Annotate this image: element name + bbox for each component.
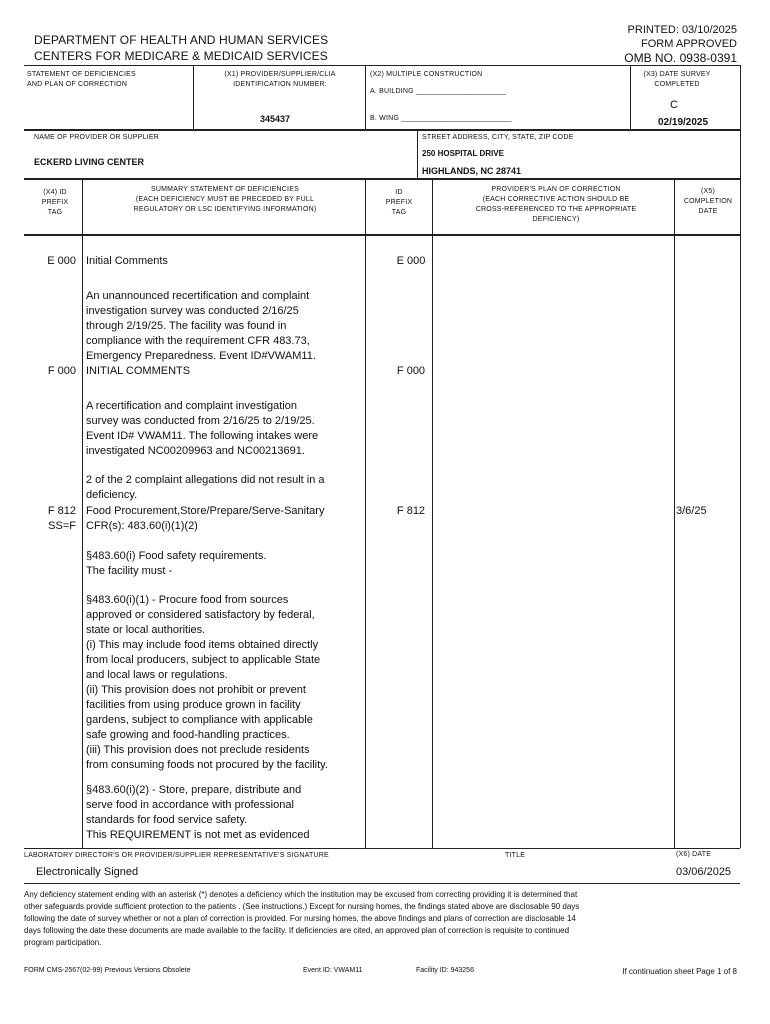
provider-name: ECKERD LIVING CENTER xyxy=(34,157,145,167)
signature-rule xyxy=(24,848,740,849)
clia-label: (X1) PROVIDER/SUPPLIER/CLIA IDENTIFICATION NUMBER: xyxy=(224,71,336,88)
clia-number: 345437 xyxy=(260,114,291,124)
survey-code: C xyxy=(670,99,678,111)
scope-severity: SS=F xyxy=(48,520,76,532)
date-label: (X6) DATE xyxy=(676,851,712,858)
id-tag: F 812 xyxy=(396,505,426,517)
column-divider xyxy=(674,178,675,848)
prefix-tag: E 000 xyxy=(47,255,76,267)
x4-header: (X4) ID PREFIX TAG xyxy=(41,189,69,216)
divider xyxy=(193,65,194,130)
building-field: A. BUILDING ______________________ xyxy=(370,88,507,95)
signature-value: Electronically Signed xyxy=(36,866,139,878)
right-border xyxy=(740,65,741,848)
id-tag: F 000 xyxy=(396,365,426,377)
grid-rule-2 xyxy=(24,178,740,180)
agency-header xyxy=(34,32,328,64)
statement-label: STATEMENT OF DEFICIENCIES AND PLAN OF CORRECTION xyxy=(27,71,136,88)
prefix-tag: F 812 xyxy=(47,505,76,517)
summary-paragraph: §483.60(i)(2) - Store, prepare, distribute and serve food in accordance with professional standards for food service safety. This REQUIREMENT is not met as evidenced xyxy=(86,784,310,841)
facility-id: Facility ID: 943256 xyxy=(416,967,474,974)
disclaimer-text: Any deficiency statement ending with an asterisk (*) denotes a deficiency which the institution may be excused from correcting providing it is determined that other safeguards provide sufficient protection to the patients . (See instructions.) Except for nursing homes, the findings stated above are disclosable 90 days following the date of survey whether or not a plan of correction is provided. For nursing homes, the above findings and plans of correction are disclosable 14 days following the date these documents are made available to the facility. If deficiencies are cited, an approved plan of correction is requisite to continued program participation. xyxy=(24,890,580,947)
deficiency-title: INITIAL COMMENTS xyxy=(86,365,191,377)
plan-header: PROVIDER'S PLAN OF CORRECTION (EACH CORRECTIVE ACTION SHOULD BE CROSS-REFERENCED TO THE APPROPRIATE DEFICIENCY) xyxy=(475,186,637,223)
summary-paragraph: §483.60(i) Food safety requirements. The facility must - xyxy=(86,550,267,577)
address-city: HIGHLANDS, NC 28741 xyxy=(422,166,522,176)
omb-number: OMB NO. 0938-0391 xyxy=(624,51,737,65)
printed-date: PRINTED: 03/10/2025 xyxy=(627,24,737,36)
signature-date: 03/06/2025 xyxy=(676,866,732,878)
id-header: ID PREFIX TAG xyxy=(385,189,413,216)
column-divider xyxy=(82,178,83,848)
survey-date: 02/19/2025 xyxy=(658,117,709,128)
department-name: DEPARTMENT OF HEALTH AND HUMAN SERVICES xyxy=(34,33,329,47)
title-label: TITLE xyxy=(505,852,526,859)
address-street: 250 HOSPITAL DRIVE xyxy=(422,149,504,158)
form-status xyxy=(624,23,737,65)
signature-bottom-rule xyxy=(24,883,740,884)
completion-header: (X5) COMPLETION DATE xyxy=(683,188,733,215)
divider xyxy=(630,65,631,130)
event-id: Event ID: VWAM11 xyxy=(303,967,363,974)
form-number: FORM CMS-2567(02-99) Previous Versions Obsolete xyxy=(24,967,191,974)
signature-label: LABORATORY DIRECTOR'S OR PROVIDER/SUPPLIER REPRESENTATIVE'S SIGNATURE xyxy=(24,852,329,859)
grid-rule-3 xyxy=(24,234,740,236)
provider-label: NAME OF PROVIDER OR SUPPLIER xyxy=(34,134,160,141)
centers-name: CENTERS FOR MEDICARE & MEDICAID SERVICES xyxy=(34,49,328,63)
top-rule xyxy=(24,65,740,66)
wing-field: B. WING ___________________________ xyxy=(370,115,512,122)
summary-paragraph: An unannounced recertification and complaint investigation survey was conducted 2/16/25 through 2/19/25. The facility was found in compliance with the requirement CFR 483.73, Emergency Preparedness. Event ID#VWAM11. xyxy=(86,290,316,362)
deficiency-title: Initial Comments xyxy=(86,255,168,267)
divider xyxy=(365,65,366,130)
grid-rule-1 xyxy=(24,129,740,131)
address-label: STREET ADDRESS, CITY, STATE, ZIP CODE xyxy=(422,134,574,141)
divider xyxy=(417,130,418,179)
summary-header: SUMMARY STATEMENT OF DEFICIENCIES (EACH DEFICIENCY MUST BE PRECEDED BY FULL REGULATORY OR LSC IDENTIFYING INFORMATION) xyxy=(133,186,317,213)
summary-paragraph: 2 of the 2 complaint allegations did not result in a deficiency. xyxy=(86,474,325,501)
multiple-construction-label: (X2) MULTIPLE CONSTRUCTION xyxy=(370,71,483,78)
id-tag: E 000 xyxy=(396,255,426,267)
form-approved-label: FORM APPROVED xyxy=(641,38,737,50)
page-indicator: If continuation sheet Page 1 of 8 xyxy=(622,967,737,976)
completion-date: 3/6/25 xyxy=(676,505,707,517)
deficiency-title: Food Procurement,Store/Prepare/Serve-Sanitary CFR(s): 483.60(i)(1)(2) xyxy=(86,505,325,532)
column-divider xyxy=(365,178,366,848)
prefix-tag: F 000 xyxy=(47,365,76,377)
summary-paragraph: §483.60(i)(1) - Procure food from sources approved or considered satisfactory by federal, state or local authorities. (i) This may include food items obtained directly from local producers, subject to applicable State and local laws or regulations. (ii) This provision does not prohibit or prevent facilities from using produce grown in facility gardens, subject to compliance with applicable safe growing and food-handling practices. (iii) This provision does not preclude residents from consuming foods not procured by the facility. xyxy=(86,594,328,771)
summary-paragraph: A recertification and complaint investigation survey was conducted from 2/16/25 to 2/19/25. Event ID# VWAM11. The following intakes were investigated NC00209963 and NC00213691. xyxy=(86,400,319,457)
survey-completed-label: (X3) DATE SURVEY COMPLETED xyxy=(643,71,711,88)
